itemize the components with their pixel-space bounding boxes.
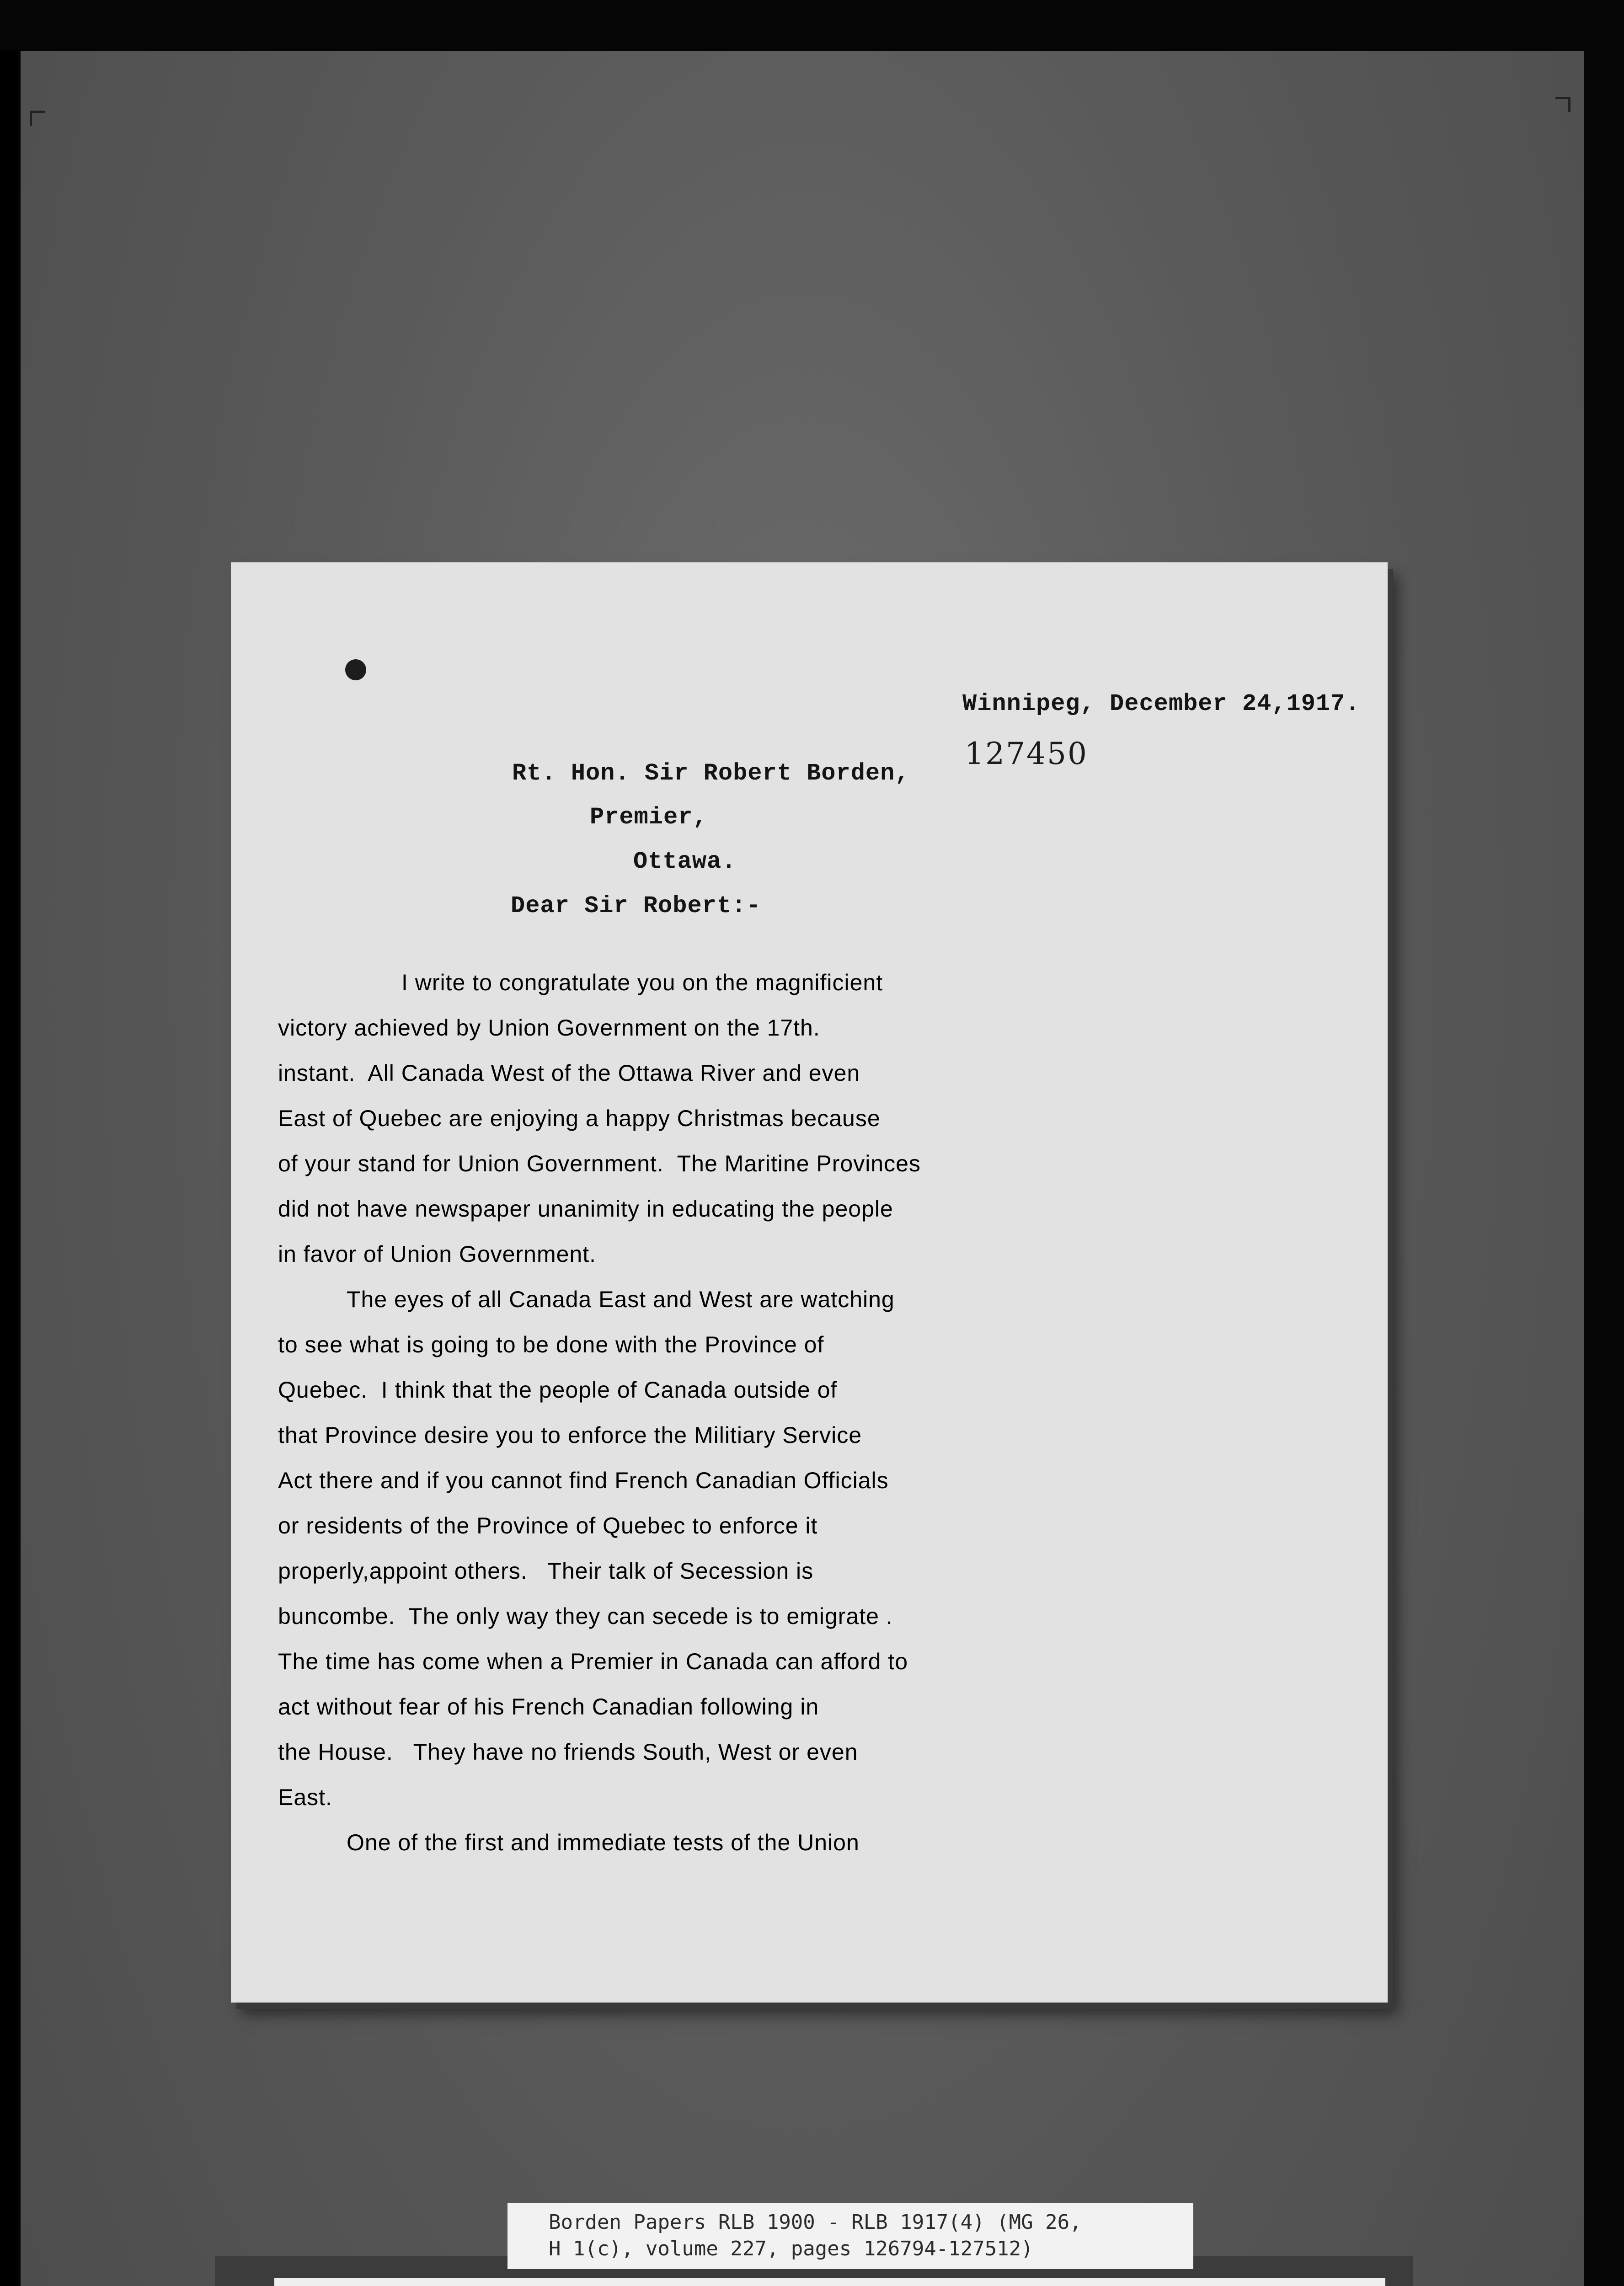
film-edge-left — [0, 51, 18, 2286]
corner-mark-top-right — [1555, 97, 1571, 112]
body-line: East. — [278, 1784, 332, 1810]
body-line: or residents of the Province of Quebec to enforce it — [278, 1513, 818, 1538]
body-line: to see what is going to be done with the Province of — [278, 1332, 824, 1357]
body-line: The eyes of all Canada East and West are watching — [347, 1287, 895, 1312]
body-line: act without fear of his French Canadian following in — [278, 1694, 819, 1720]
body-line: did not have newspaper unanimity in educating the people — [278, 1196, 893, 1222]
body-line: instant. All Canada West of the Ottawa River and even — [278, 1060, 860, 1086]
recipient-city: Ottawa. — [633, 848, 737, 875]
body-line: properly,appoint others. Their talk of Secession is — [278, 1558, 814, 1584]
punch-hole — [345, 659, 366, 680]
body-line: the House. They have no friends South, West or even — [278, 1739, 858, 1765]
body-line: in favor of Union Government. — [278, 1241, 596, 1267]
body-line: victory achieved by Union Government on the 17th. — [278, 1015, 820, 1041]
body-line: Act there and if you cannot find French Canadian Officials — [278, 1468, 889, 1493]
body-line: of your stand for Union Government. The Maritine Provinces — [278, 1151, 921, 1176]
recipient-name: Rt. Hon. Sir Robert Borden, — [512, 760, 910, 787]
citation-label — [508, 2203, 1193, 2269]
body-line: One of the first and immediate tests of the Union — [347, 1830, 860, 1855]
body-line: East of Quebec are enjoying a happy Christmas because — [278, 1106, 881, 1131]
body-line: buncombe. The only way they can secede is to emigrate . — [278, 1603, 893, 1629]
archives-stamp-card — [274, 2278, 1385, 2286]
body-line: Quebec. I think that the people of Canada outside of — [278, 1377, 838, 1403]
salutation: Dear Sir Robert:- — [511, 892, 761, 919]
body-line: The time has come when a Premier in Canada can afford to — [278, 1649, 908, 1674]
corner-mark-top-left — [30, 111, 45, 126]
document-number: 127450 — [965, 736, 1088, 771]
body-line: that Province desire you to enforce the Militiary Service — [278, 1422, 862, 1448]
citation-line-1: Borden Papers RLB 1900 - RLB 1917(4) (MG 26, — [549, 2211, 1082, 2234]
letter-body — [278, 960, 1375, 1865]
dateline: Winnipeg, December 24,1917. — [962, 690, 1360, 717]
citation-line-2: H 1(c), volume 227, pages 126794-127512) — [549, 2237, 1033, 2260]
body-line: I write to congratulate you on the magnificient — [401, 970, 883, 995]
recipient-title: Premier, — [590, 804, 708, 831]
